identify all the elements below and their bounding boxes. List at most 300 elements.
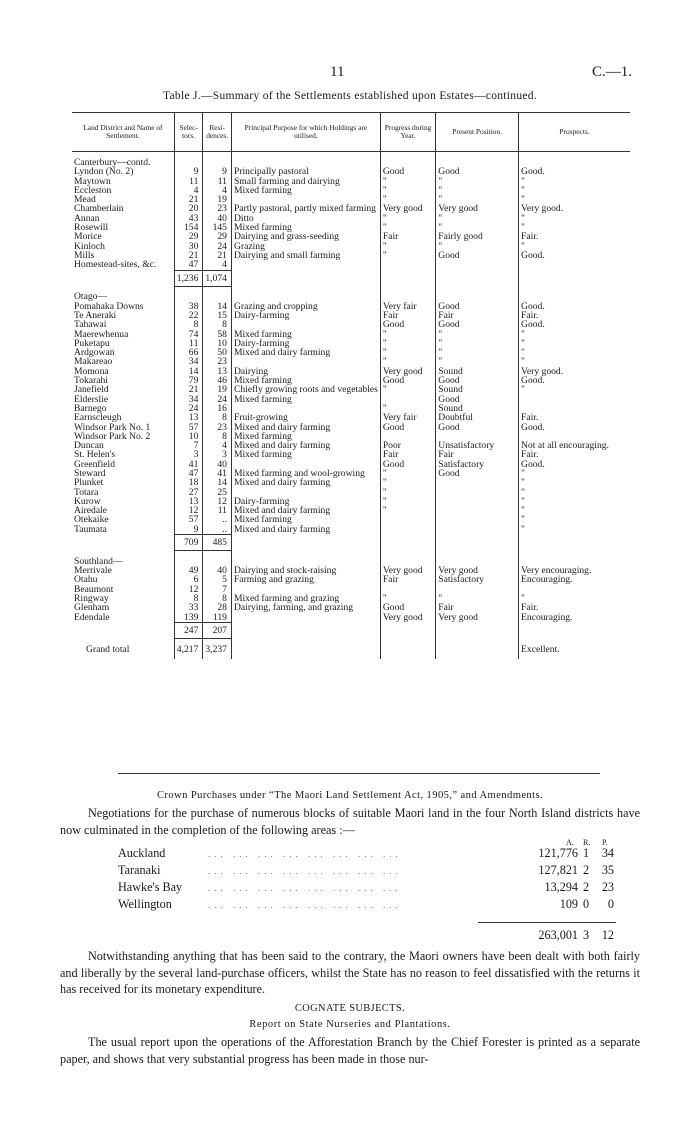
selectors-count: 139	[174, 613, 203, 623]
prospects: "	[519, 478, 630, 487]
residences-count: 19	[203, 195, 232, 204]
settlement-name: Annan	[74, 213, 100, 224]
empty-cell	[436, 622, 519, 638]
position: Sound	[436, 385, 519, 394]
selectors-count: 34	[174, 357, 203, 366]
selectors-count: 49	[174, 566, 203, 575]
position: Unsatisfactory	[436, 441, 519, 450]
position: "	[436, 223, 519, 232]
progress: "	[380, 404, 435, 413]
purpose: Dairying and stock-raising	[231, 566, 380, 575]
document-reference: C.—1.	[591, 64, 632, 80]
empty-cell	[519, 551, 630, 566]
purpose: Grazing and cropping	[231, 302, 380, 311]
leader-dots: ... ... ... ... ... ... ... ...	[208, 849, 402, 859]
areas-list	[118, 838, 614, 914]
table-row	[72, 311, 630, 320]
progress: Very good	[380, 204, 435, 213]
prospects	[519, 395, 630, 404]
area-name: Wellington	[118, 897, 172, 911]
settlement-name: Totara	[74, 487, 99, 497]
table-row	[72, 488, 630, 497]
selectors-count: 34	[174, 395, 203, 404]
residences-count: 24	[203, 242, 232, 251]
settlement-name: Steward	[74, 469, 106, 479]
prospects	[519, 432, 630, 441]
prospects: Good.	[519, 460, 630, 469]
grand-total-prospect: Excellent.	[519, 639, 630, 659]
prospects: Fair.	[519, 450, 630, 459]
settlement-name: Tokarahi	[74, 376, 108, 386]
table-row	[72, 497, 630, 506]
purpose: Principally pastoral	[231, 167, 380, 176]
crown-purchases-note: Notwithstanding anything that has been said to the contrary, the Maori owners have been dealt with both fairly and liberally by the several land-purchase officers, whilst the State has no reason to feel dissatisfied with the returns it has received for its monetary expenditure.	[60, 949, 640, 996]
residences-count: 15	[203, 311, 232, 320]
empty-cell	[174, 152, 203, 168]
section-total-row	[72, 270, 630, 286]
selectors-count: 12	[174, 585, 203, 594]
empty-cell	[436, 286, 519, 301]
purpose: Mixed farming	[231, 330, 380, 339]
progress	[380, 585, 435, 594]
table-row	[72, 525, 630, 535]
header-progress: Progress during Year.	[380, 113, 435, 152]
position: Fairly good	[436, 232, 519, 241]
table-row	[72, 506, 630, 515]
prospects: "	[519, 357, 630, 366]
selectors-count: 14	[174, 367, 203, 376]
empty-cell	[174, 551, 203, 566]
header-position: Present Position.	[436, 113, 519, 152]
selectors-count: 30	[174, 242, 203, 251]
area-roods: 2	[582, 880, 590, 894]
progress: "	[380, 251, 435, 260]
header-selectors: Selec- tors.	[174, 113, 203, 152]
empty-cell	[231, 270, 380, 286]
header-prospects: Prospects.	[519, 113, 630, 152]
purpose: Mixed farming	[231, 395, 380, 404]
residences-count: 4	[203, 186, 232, 195]
residences-count: 23	[203, 204, 232, 213]
settlement-name: Earnscleugh	[74, 413, 122, 423]
table-row	[72, 423, 630, 432]
residences-count: 8	[203, 594, 232, 603]
unit-perches: P.	[602, 838, 608, 847]
purpose	[231, 585, 380, 594]
prospects: "	[519, 348, 630, 357]
selectors-count: 43	[174, 214, 203, 223]
progress: Good	[380, 460, 435, 469]
prospects: Fair.	[519, 232, 630, 241]
selectors-count: 11	[174, 177, 203, 186]
page-number: 11	[330, 64, 345, 80]
empty-cell	[519, 152, 630, 168]
progress: "	[380, 339, 435, 348]
progress: Very good	[380, 566, 435, 575]
position: "	[436, 594, 519, 603]
progress: "	[380, 177, 435, 186]
position: Good	[436, 320, 519, 329]
position: Very good	[436, 204, 519, 213]
table-row	[72, 195, 630, 204]
purpose: Dairy-farming	[231, 339, 380, 348]
purpose: Mixed farming	[231, 186, 380, 195]
position: Doubtful	[436, 413, 519, 422]
table-row	[72, 413, 630, 422]
table-row	[72, 460, 630, 469]
empty-cell	[203, 551, 232, 566]
table-row	[72, 404, 630, 413]
progress: Fair	[380, 232, 435, 241]
selectors-count: 11	[174, 339, 203, 348]
progress	[380, 260, 435, 270]
purpose: Mixed farming	[231, 223, 380, 232]
residences-count: 4	[203, 441, 232, 450]
prospects: "	[519, 186, 630, 195]
table-row	[72, 566, 630, 575]
area-name: Auckland	[118, 846, 166, 860]
progress	[380, 395, 435, 404]
position: "	[436, 214, 519, 223]
table-row	[72, 441, 630, 450]
residences-count: 25	[203, 488, 232, 497]
empty-cell	[380, 622, 435, 638]
purpose: Fruit-growing	[231, 413, 380, 422]
selectors-count: 57	[174, 423, 203, 432]
grand-total-label: Grand total	[86, 643, 130, 655]
purpose: Mixed and dairy farming	[231, 348, 380, 357]
position	[436, 478, 519, 487]
prospects: "	[519, 497, 630, 506]
purpose: Small farming and dairying	[231, 177, 380, 186]
prospects	[519, 404, 630, 413]
settlement-name: Ardgowan	[74, 348, 115, 358]
settlement-name: Duncan	[74, 441, 104, 451]
table-row	[72, 613, 630, 623]
selectors-count: 4	[174, 186, 203, 195]
residences-count: 145	[203, 223, 232, 232]
total-residences: 1,074	[203, 270, 232, 286]
selectors-count: 13	[174, 497, 203, 506]
residences-count: 28	[203, 603, 232, 612]
area-roods: 1	[582, 846, 590, 860]
purpose: Mixed and dairy farming	[231, 423, 380, 432]
position: Very good	[436, 613, 519, 623]
position	[436, 515, 519, 524]
table-row	[72, 367, 630, 376]
region-name: Otago—	[74, 291, 108, 302]
selectors-count: 74	[174, 330, 203, 339]
selectors-count: 3	[174, 450, 203, 459]
crown-purchases-heading: Crown Purchases under “The Maori Land Settlement Act, 1905,” and Amendments.	[156, 790, 544, 801]
residences-count: 7	[203, 585, 232, 594]
residences-count: 16	[203, 404, 232, 413]
empty-cell	[519, 270, 630, 286]
table-row	[72, 357, 630, 366]
header-land: Land District and Name of Settlement.	[72, 113, 174, 152]
area-row	[118, 846, 614, 863]
position: Satisfactory	[436, 460, 519, 469]
area-row	[118, 880, 614, 897]
table-row	[72, 320, 630, 329]
region-row	[72, 152, 630, 168]
progress: "	[380, 186, 435, 195]
region-name: Canterbury—contd.	[74, 157, 151, 168]
prospects: "	[519, 242, 630, 251]
position	[436, 488, 519, 497]
prospects: Good.	[519, 302, 630, 311]
position: Satisfactory	[436, 575, 519, 584]
selectors-count: 154	[174, 223, 203, 232]
residences-count: 24	[203, 395, 232, 404]
empty-cell	[231, 622, 380, 638]
prospects: Encouraging.	[519, 613, 630, 623]
table-row	[72, 478, 630, 487]
prospects: Encouraging.	[519, 575, 630, 584]
table-row	[72, 232, 630, 241]
residences-count: 4	[203, 260, 232, 270]
area-perches: 0	[607, 897, 614, 911]
settlement-name: Mills	[74, 250, 95, 261]
purpose: Mixed farming	[231, 515, 380, 524]
selectors-count: 8	[174, 594, 203, 603]
empty-cell	[519, 622, 630, 638]
residences-count: ..	[203, 515, 232, 524]
grand-total-selectors: 4,217	[174, 639, 203, 659]
settlement-name: Eccleston	[74, 185, 112, 196]
purpose: Mixed farming	[231, 376, 380, 385]
selectors-count: 12	[174, 506, 203, 515]
progress: Poor	[380, 441, 435, 450]
residences-count: 40	[203, 214, 232, 223]
prospects: Good.	[519, 376, 630, 385]
purpose	[231, 195, 380, 204]
settlement-name: Puketapu	[74, 338, 110, 349]
purpose: Mixed and dairy farming	[231, 441, 380, 450]
selectors-count: 66	[174, 348, 203, 357]
selectors-count: 57	[174, 515, 203, 524]
position	[436, 432, 519, 441]
empty-cell	[174, 286, 203, 301]
empty-cell	[380, 551, 435, 566]
residences-count: 11	[203, 506, 232, 515]
residences-count: 29	[203, 232, 232, 241]
position	[436, 260, 519, 270]
purpose: Chiefly growing roots and vegetables	[231, 385, 380, 394]
total-residences: 485	[203, 535, 232, 551]
progress: "	[380, 478, 435, 487]
purpose: Mixed farming	[231, 432, 380, 441]
residences-count: 8	[203, 432, 232, 441]
position: Good	[436, 251, 519, 260]
settlement-name: Chamberlain	[74, 204, 124, 214]
position: "	[436, 339, 519, 348]
header-residences: Resi- dences.	[203, 113, 232, 152]
settlement-name: Momona	[74, 366, 109, 377]
position: "	[436, 348, 519, 357]
residences-count: 40	[203, 566, 232, 575]
progress: "	[380, 223, 435, 232]
settlement-name: Maerewhenua	[74, 329, 129, 339]
progress: "	[380, 385, 435, 394]
grand-total-residences: 3,237	[203, 639, 232, 659]
settlement-name: Glenham	[74, 603, 110, 613]
residences-count: 8	[203, 413, 232, 422]
empty-cell	[231, 535, 380, 551]
position	[436, 506, 519, 515]
area-row	[118, 863, 614, 880]
empty-cell	[519, 535, 630, 551]
prospects: Fair.	[519, 603, 630, 612]
crown-purchases-intro: Negotiations for the purchase of numerous blocks of suitable Maori land in the four North Island districts have now culminated in the completion of the following areas :—	[60, 806, 640, 837]
cognate-heading: COGNATE SUBJECTS.	[294, 1003, 406, 1014]
settlement-name: Barnego	[74, 403, 107, 414]
region-row	[72, 551, 630, 566]
areas-total-rule	[478, 922, 616, 923]
prospects: Very good.	[519, 204, 630, 213]
region-name: Southland—	[74, 555, 123, 567]
empty-cell	[231, 639, 380, 659]
residences-count: 40	[203, 460, 232, 469]
position: "	[436, 195, 519, 204]
purpose: Mixed and dairy farming	[231, 506, 380, 515]
table-row	[72, 302, 630, 311]
residences-count: 46	[203, 376, 232, 385]
selectors-count: 21	[174, 385, 203, 394]
settlement-name: Otahu	[74, 575, 98, 585]
grand-total-row	[72, 639, 630, 659]
areas-total	[118, 928, 614, 945]
residences-count: 50	[203, 348, 232, 357]
settlement-name: Otekaike	[74, 515, 109, 525]
selectors-count: 13	[174, 413, 203, 422]
selectors-count: 33	[174, 603, 203, 612]
progress: Good	[380, 376, 435, 385]
position	[436, 525, 519, 535]
table-row	[72, 251, 630, 260]
empty-cell	[519, 286, 630, 301]
prospects: Fair.	[519, 413, 630, 422]
position: Sound	[436, 404, 519, 413]
area-name: Hawke's Bay	[118, 880, 183, 894]
position: "	[436, 242, 519, 251]
header-purpose: Principal Purpose for which Holdings are utilised.	[231, 113, 380, 152]
table-row	[72, 339, 630, 348]
area-roods: 2	[582, 863, 590, 877]
position: "	[436, 357, 519, 366]
selectors-count: 10	[174, 432, 203, 441]
selectors-count: 6	[174, 575, 203, 584]
position: Good	[436, 302, 519, 311]
prospects	[519, 585, 630, 594]
selectors-count: 20	[174, 204, 203, 213]
settlement-name: Lyndon (No. 2)	[74, 167, 134, 177]
progress: Good	[380, 167, 435, 176]
progress: Good	[380, 320, 435, 329]
position	[436, 497, 519, 506]
prospects: Fair.	[519, 311, 630, 320]
prospects: "	[519, 488, 630, 497]
purpose	[231, 357, 380, 366]
progress: "	[380, 214, 435, 223]
leader-dots: ... ... ... ... ... ... ... ...	[208, 866, 402, 876]
table-row	[72, 186, 630, 195]
prospects: "	[519, 506, 630, 515]
prospects: Very good.	[519, 367, 630, 376]
selectors-count: 9	[174, 525, 203, 535]
purpose	[231, 613, 380, 623]
progress: "	[380, 469, 435, 478]
prospects: "	[519, 385, 630, 394]
progress	[380, 515, 435, 524]
section-total-row	[72, 535, 630, 551]
empty-cell	[231, 286, 380, 301]
table-row	[72, 214, 630, 223]
purpose: Ditto	[231, 214, 380, 223]
residences-count: 12	[203, 497, 232, 506]
prospects: Not at all encouraging.	[519, 441, 630, 450]
purpose	[231, 404, 380, 413]
residences-count: 58	[203, 330, 232, 339]
purpose: Dairying	[231, 367, 380, 376]
prospects: "	[519, 339, 630, 348]
residences-count: 19	[203, 385, 232, 394]
position: "	[436, 177, 519, 186]
table-row	[72, 177, 630, 186]
area-acres: 127,821	[538, 863, 578, 877]
progress: "	[380, 497, 435, 506]
table-row	[72, 594, 630, 603]
settlement-name: Te Aneraki	[74, 310, 117, 321]
selectors-count: 47	[174, 469, 203, 478]
leader-dots: ... ... ... ... ... ... ... ...	[208, 900, 402, 910]
prospects: "	[519, 469, 630, 478]
purpose: Dairying and grass-seeding	[231, 232, 380, 241]
empty-cell	[380, 270, 435, 286]
table-row	[72, 204, 630, 213]
position: Very good	[436, 566, 519, 575]
purpose: Mixed farming and wool-growing	[231, 469, 380, 478]
settlement-name: Ringway	[74, 594, 109, 604]
selectors-count: 24	[174, 404, 203, 413]
settlement-name: Windsor Park No. 1	[74, 422, 151, 432]
unit-roods: R.	[583, 838, 591, 847]
progress: Very good	[380, 613, 435, 623]
table-row	[72, 348, 630, 357]
settlement-name: Homestead-sites, &c.	[74, 260, 157, 271]
total-acres: 263,001	[538, 928, 578, 942]
selectors-count: 9	[174, 167, 203, 176]
purpose: Farming and grazing	[231, 575, 380, 584]
empty-cell	[72, 270, 174, 286]
purpose	[231, 488, 380, 497]
progress: Fair	[380, 450, 435, 459]
progress: "	[380, 506, 435, 515]
progress: Fair	[380, 311, 435, 320]
settlement-name: Kurow	[74, 496, 101, 507]
empty-cell	[380, 286, 435, 301]
selectors-count: 21	[174, 195, 203, 204]
progress: "	[380, 242, 435, 251]
area-acres: 13,294	[544, 880, 578, 894]
settlement-name: Edendale	[74, 612, 110, 623]
residences-count: 10	[203, 339, 232, 348]
prospects: Good.	[519, 423, 630, 432]
progress: Good	[380, 603, 435, 612]
residences-count: 23	[203, 423, 232, 432]
empty-cell	[231, 551, 380, 566]
unit-acres: A.	[566, 838, 574, 847]
